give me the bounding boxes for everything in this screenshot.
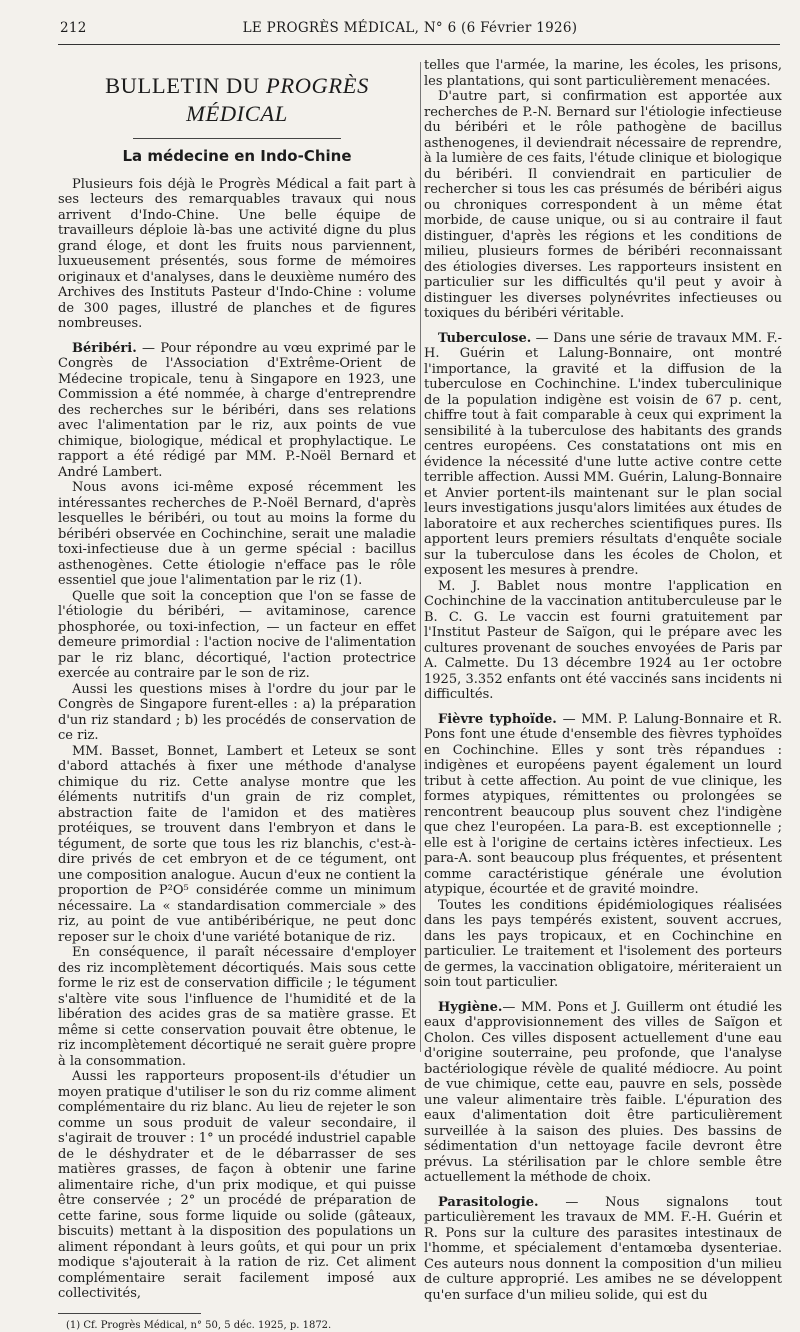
column-divider xyxy=(420,62,421,1052)
section-lead: Fièvre typhoïde. xyxy=(438,711,557,727)
footnote-rule xyxy=(58,1313,201,1314)
running-head xyxy=(60,20,760,40)
paragraph xyxy=(58,177,416,332)
left-column xyxy=(58,58,416,1331)
paragraph xyxy=(424,331,782,579)
right-body xyxy=(424,58,782,1303)
paragraph xyxy=(424,1000,782,1186)
right-column xyxy=(424,58,782,1303)
paragraph-text: — MM. Pons et J. Guillerm ont étudié les eaux d'approvisionnement des villes de Saïgon et Cholon. Ces villes disposent actuellement d'une eau d'origine souterraine, peu profonde, que l'analyse bactériologique révèle de qualité médiocre. Au point de vue chimique, cette eau, pauvre en sels, possède une valeur alimentaire très faible. L'épuration des eaux d'alimentation doit être particulièrement surveillée à la saison des pluies. Des bassins de sédimentation d'un nettoyage facile devront être prévus. La stérilisation par le chlore semble être actuellement la méthode de choix. xyxy=(424,999,782,1185)
paragraph xyxy=(58,1069,416,1302)
title-rule xyxy=(133,138,341,139)
paragraph-text: telles que l'armée, la marine, les écoles, les prisons, les plantations, qui sont particulièrement menacées. xyxy=(424,58,782,89)
paragraph-text: Plusieurs fois déjà le Progrès Médical a fait part à ses lecteurs des remarquables travaux qui nous arrivent d'Indo-Chine. Une belle équipe de travailleurs déploie là-bas une activité digne du plus grand éloge, et dont les fruits nous parviennent, luxueusement présentés, sous forme de mémoires originaux et d'analyses, dans le deuxième numéro des Archives des Instituts Pasteur d'Indo-Chine : volume de 300 pages, illustré de planches et de figures nombreuses. xyxy=(58,176,416,331)
paragraph-text: M. J. Bablet nous montre l'application en Cochinchine de la vaccination antituberculeuse par le B. C. G. Le vaccin est fourni gratuitement par l'Institut Pasteur de Saïgon, qui le prépare avec les cultures provenant de souches envoyées de Paris par A. Calmette. Du 13 décembre 1924 au 1er octobre 1925, 3.352 enfants ont été vaccinés sans incidents ni difficultés. xyxy=(424,578,782,702)
footnote: (1) Cf. Progrès Médical, n° 50, 5 déc. 1925, p. 1872. xyxy=(66,1319,332,1331)
paragraph-text: — Nous signalons tout particulièrement les travaux de MM. F.-H. Guérin et R. Pons sur la culture des parasites intestinaux de l'homme, et spécialement d'entamœba dysenteriae. Ces auteurs nous donnent la composition d'un milieu de culture approprié. Les amibes ne se développent qu'en surface d'un milieu solide, qui est du xyxy=(424,1194,782,1303)
journal-line: LE PROGRÈS MÉDICAL, N° 6 (6 Février 1926) xyxy=(242,20,578,36)
section-lead: Tuberculose. xyxy=(438,330,532,346)
bulletin-prefix: BULLETIN DU xyxy=(105,73,260,98)
page-number: 212 xyxy=(60,20,87,36)
paragraph-text: Toutes les conditions épidémiologiques réalisées dans les pays tempérés existent, souvent accrues, dans les pays tropicaux, et en Cochinchine en particulier. Le traitement et l'isolement des porteurs de germes, la vaccination obligatoire, mériteraient un soin tout particulier. xyxy=(424,897,782,990)
paragraph xyxy=(58,682,416,744)
paragraph-text: — Pour répondre au vœu exprimé par le Congrès de l'Association d'Extrême-Orient de Médecine tropicale, tenu à Singapore en 1923, une Commission a été nommée, à charge d'entreprendre des recherches sur le béribéri, dans ses relations avec l'alimentation par le riz, aux points de vue chimique, biologique, médical et prophylactique. Le rapport a été rédigé par MM. P.-Noël Bernard et André Lambert. xyxy=(58,340,416,480)
section-lead: Béribéri. xyxy=(72,340,137,356)
paragraph xyxy=(424,579,782,703)
paragraph xyxy=(58,480,416,589)
paragraph-text: Aussi les questions mises à l'ordre du jour par le Congrès de Singapore furent-elles : a) la préparation d'un riz standard ; b) les procédés de conservation de ce riz. xyxy=(58,681,416,743)
article-title: La médecine en Indo-Chine xyxy=(122,147,352,165)
paragraph-text: Nous avons ici-même exposé récemment les intéressantes recherches de P.-Noël Bernard, d'après lesquelles le béribéri, ou tout au moins la forme du béribéri observée en Cochinchine, serait une maladie toxi-infectieuse due à un germe spécial : bacillus asthenogènes. Cette étiologie n'efface pas le rôle essentiel que joue l'alimentation par le riz (1). xyxy=(58,480,416,588)
paragraph-text: Quelle que soit la conception que l'on se fasse de l'étiologie du béribéri, — avitaminose, carence phosphorée, ou toxi-infection, — un facteur en effet demeure primordial : l'action nocive de l'alimentation par le riz blanc, décortiqué, l'action protectrice exercée au contraire par le son de riz. xyxy=(58,588,416,681)
header-rule xyxy=(58,44,780,45)
paragraph xyxy=(58,341,416,481)
paragraph xyxy=(424,898,782,991)
paragraph-text: D'autre part, si confirmation est apportée aux recherches de P.-N. Bernard sur l'étiologie infectieuse du béribéri et le rôle pathogène de bacillus asthenogenes, il deviendrait nécessaire de reprendre, à la lumière de ces faits, l'étude clinique et biologique du béribéri. Il conviendrait en particulier de rechercher si tous les cas présumés de béribéri aigus ou chroniques correspondent à un même état morbide, de cause unique, ou si au contraire il faut distinguer, d'après les régions et les conditions de milieu, plusieurs formes de béribéri reconnaissant des étiologies diverses. Les rapporteurs insistent en particulier sur les difficultés qu'il peut y avoir à distinguer les diverses polynévrites infectieuses ou toxiques du béribéri véritable. xyxy=(424,89,782,321)
paragraph-text: — MM. P. Lalung-Bonnaire et R. Pons font une étude d'ensemble des fièvres typhoïdes en Cochinchine. Elles y sont très répandues : indigènes et européens payent également un lourd tribut à cette affection. Au point de vue clinique, les formes atypiques, rémittentes ou prolongées se rencontrent beaucoup plus souvent chez l'indigène que chez l'européen. La para-B. est exceptionnelle ; elle est à l'origine de certains ictères infectieux. Les para-A. sont beaucoup plus fréquentes, et présentent comme caractéristique générale une évolution atypique, écourtée et de gravité moindre. xyxy=(424,711,782,897)
paragraph xyxy=(424,58,782,89)
paragraph xyxy=(424,89,782,322)
bulletin-title xyxy=(58,72,416,128)
paragraph xyxy=(58,744,416,946)
left-body xyxy=(58,177,416,1302)
paragraph xyxy=(424,712,782,898)
bulletin-journal: PROGRÈS MÉDICAL xyxy=(186,73,369,126)
section-lead: Parasitologie. xyxy=(438,1194,539,1210)
section-lead: Hygiène. xyxy=(438,999,503,1015)
paragraph-text: Aussi les rapporteurs proposent-ils d'étudier un moyen pratique d'utiliser le son du riz comme aliment complémentaire du riz blanc. Au lieu de rejeter le son comme un sous produit de valeur secondaire, il s'agirait de trouver : 1° un procédé industriel capable de le déshydrater et de le débarrasser de ses matières grasses, de façon à obtenir une farine alimentaire riche, d'un prix modique, et qui puisse être conservée ; 2° un procédé de préparation de cette farine, sous forme liquide ou solide (gâteaux, biscuits) mettant à la disposition des populations un aliment répondant à leurs goûts, et qui pour un prix modique s'ajouterait à la ration de riz. Cet aliment complémentaire serait facilement imposé aux collectivités, xyxy=(58,1069,416,1301)
paragraph xyxy=(58,945,416,1069)
paragraph xyxy=(58,589,416,682)
paragraph-text: En conséquence, il paraît nécessaire d'employer des riz incomplètement décortiqués. Mais sous cette forme le riz est de conservation difficile ; le tégument s'altère vite sous l'influence de l'humidité et de la libération des acides gras de sa matière grasse. Et même si cette conservation pouvait être obtenue, le riz incomplètement décortiqué ne serait guère propre à la consommation. xyxy=(58,945,416,1069)
paragraph-text: — Dans une série de travaux MM. F.-H. Guérin et Lalung-Bonnaire, ont montré l'importance, la gravité et la diffusion de la tuberculose en Cochinchine. L'index tuberculinique de la population indigène est voisin de 67 p. cent, chiffre tout à fait comparable à ceux qui expriment la sensibilité à la tuberculose des habitants des grands centres européens. Ces constatations ont mis en évidence la nécessité d'une lutte active contre cette terrible affection. Aussi MM. Guérin, Lalung-Bonnaire et Anvier portent-ils maintenant sur le plan social leurs investigations jusqu'alors limitées aux études de laboratoire et aux recherches scientifiques pures. Ils apportent leurs premiers résultats d'enquête sociale sur la tuberculose dans les écoles de Cholon, et exposent les mesures à prendre. xyxy=(424,330,782,578)
paragraph xyxy=(424,1195,782,1304)
paragraph-text: MM. Basset, Bonnet, Lambert et Leteux se sont d'abord attachés à fixer une méthode d'analyse chimique du riz. Cette analyse montre que les éléments nutritifs d'un grain de riz complet, abstraction faite de l'amidon et des matières protéiques, se trouvent dans l'embryon et dans le tégument, de sorte que tous les riz blanchis, c'est-à-dire privés de cet embryon et de ce tégument, ont une composition analogue. Aucun d'eux ne contient la proportion de P²O⁵ considérée comme un minimum nécessaire. La « standardisation commerciale » des riz, au point de vue antibéribérique, ne peut donc reposer sur le choix d'une variété botanique de riz. xyxy=(58,743,416,945)
